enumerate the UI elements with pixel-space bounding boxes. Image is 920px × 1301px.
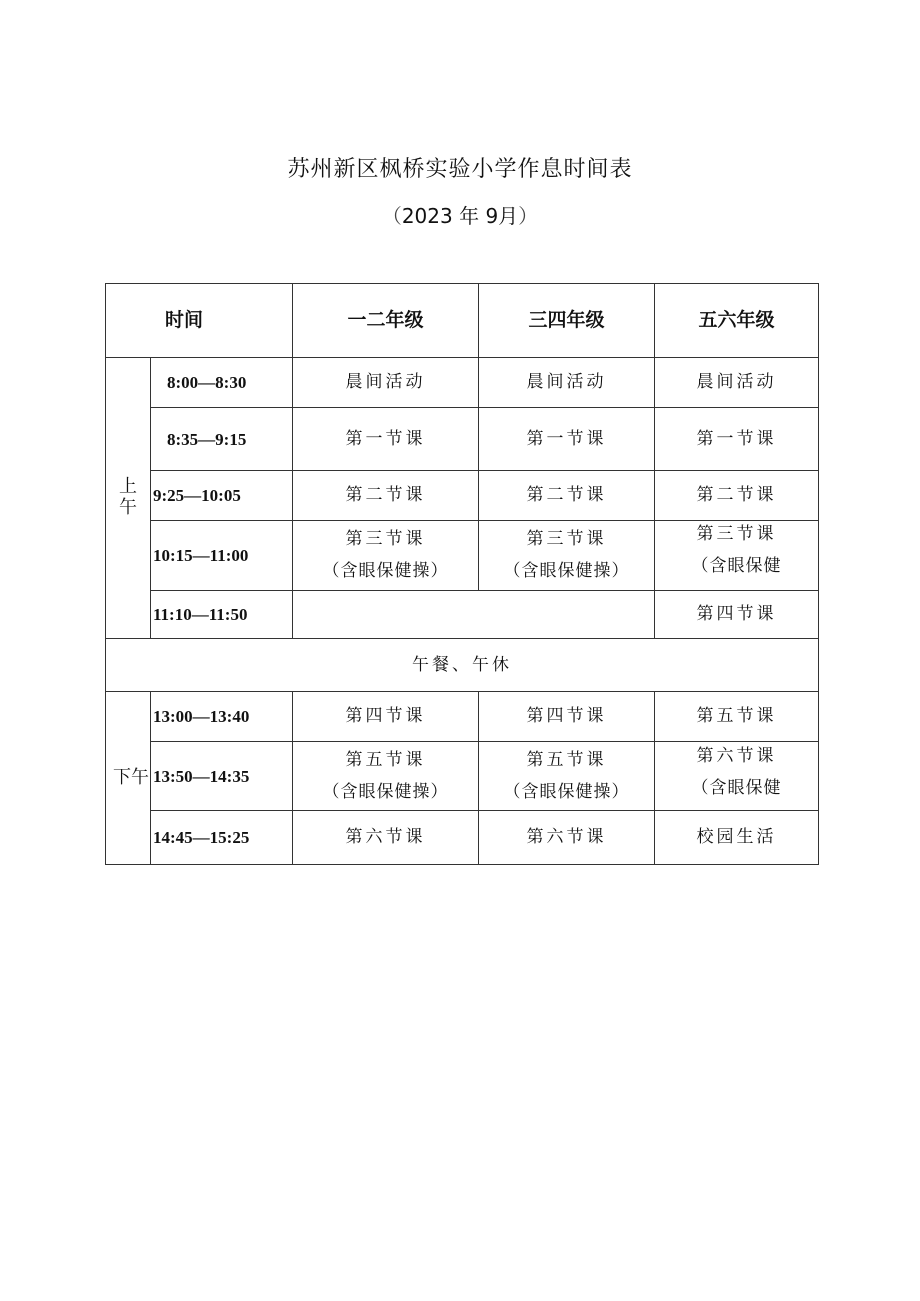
page-title: 苏州新区枫桥实验小学作息时间表 <box>287 157 633 182</box>
activity-cell: 晨间活动 <box>345 372 426 392</box>
time-slot: 10:15—11:00 <box>153 546 249 565</box>
activity-title: 第五节课 <box>526 749 607 770</box>
subtitle-close-paren: ） <box>518 204 539 228</box>
subtitle-year: 2023 <box>401 204 453 228</box>
activity-title: 第三节课 <box>345 529 426 549</box>
afternoon-label-text: 下午 <box>113 767 149 788</box>
time-slot: 11:10—11:50 <box>153 605 248 624</box>
subtitle-month-unit: 月 <box>498 204 519 228</box>
activity-cell: 第四节课 <box>345 706 426 726</box>
time-slot: 8:35—9:15 <box>167 429 247 449</box>
activity-cell: 第二节课 <box>696 485 777 505</box>
activity-cell: 第二节课 <box>526 485 607 505</box>
activity-note: （含眼保健 <box>691 777 782 798</box>
activity-cell: 第一节课 <box>345 428 426 449</box>
activity-cell: 第五节课 <box>696 706 777 726</box>
subtitle-open-paren: （ <box>381 204 402 228</box>
activity-cell <box>293 742 478 810</box>
table-border-bottom <box>105 864 819 865</box>
activity-cell <box>479 521 654 590</box>
activity-note: （含眼保健操） <box>322 781 449 802</box>
activity-title: 第三节课 <box>526 529 607 549</box>
activity-note: （含眼保健操） <box>322 561 449 581</box>
activity-cell: 第二节课 <box>345 485 426 505</box>
activity-cell: 晨间活动 <box>526 372 607 392</box>
activity-cell: 第四节课 <box>696 604 777 624</box>
subtitle-year-unit: 年 <box>459 204 480 228</box>
time-slot: 14:45—15:25 <box>153 828 250 847</box>
time-slot: 13:00—13:40 <box>153 707 250 726</box>
header-time: 时间 <box>164 309 203 331</box>
activity-title: 第六节课 <box>696 745 777 766</box>
activity-note: （含眼保健操） <box>503 561 630 581</box>
morning-label-text: 上午 <box>119 476 137 518</box>
activity-cell <box>655 738 818 806</box>
lunch-row: 午餐、午休 <box>412 654 512 675</box>
subtitle-month: 9 <box>485 204 499 228</box>
activity-cell: 第四节课 <box>526 706 607 726</box>
header-grade-3-4: 三四年级 <box>528 309 605 331</box>
header-grade-5-6: 五六年级 <box>698 309 775 331</box>
header-grade-1-2: 一二年级 <box>347 309 424 331</box>
activity-title: 第五节课 <box>345 749 426 770</box>
time-slot: 9:25—10:05 <box>153 486 241 505</box>
activity-title: 第三节课 <box>696 524 777 544</box>
activity-cell: 第一节课 <box>696 428 777 449</box>
time-slot: 13:50—14:35 <box>153 766 250 786</box>
activity-note: （含眼保健 <box>691 556 782 576</box>
time-slot: 8:00—8:30 <box>167 373 247 392</box>
table-border-right <box>818 283 819 865</box>
activity-cell: 第六节课 <box>526 827 607 847</box>
activity-cell <box>655 516 818 585</box>
activity-cell: 校园生活 <box>696 827 777 847</box>
activity-cell: 第一节课 <box>526 428 607 449</box>
activity-cell: 晨间活动 <box>696 372 777 392</box>
morning-label <box>106 358 150 638</box>
afternoon-label <box>106 692 156 864</box>
activity-cell <box>479 742 654 810</box>
activity-note: （含眼保健操） <box>503 781 630 802</box>
activity-cell: 第六节课 <box>345 827 426 847</box>
activity-cell <box>293 521 478 590</box>
